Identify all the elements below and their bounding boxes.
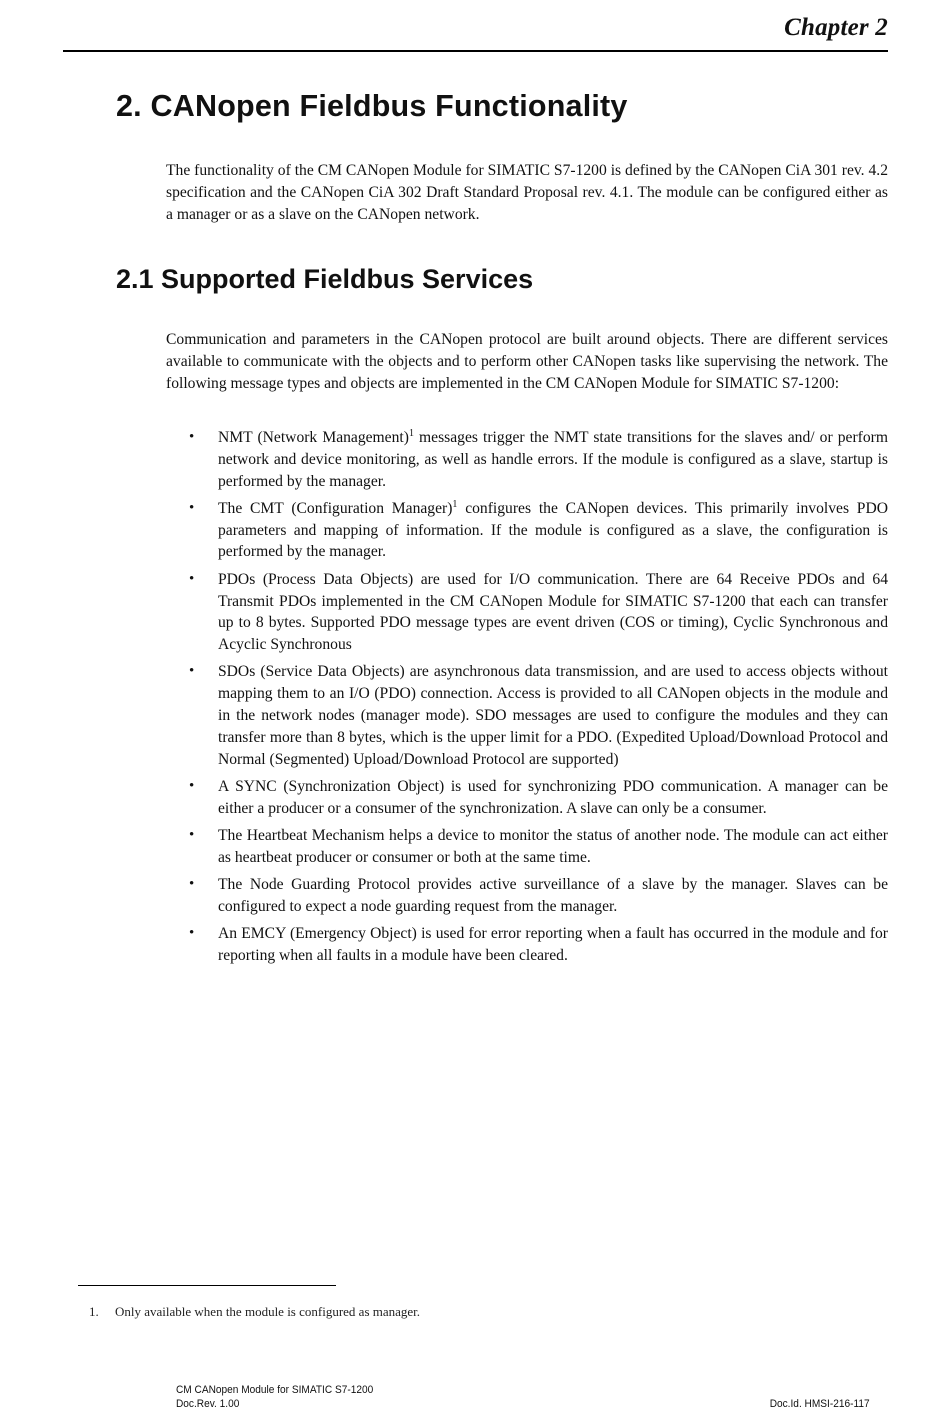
list-item-text-cont: messages trigger the NMT state transitions for the slaves and/ or perform network and device monitoring, as well as handle errors. If the module is configured as a slave, startup is performed by the manager. [218,429,888,490]
footnote [89,1304,420,1320]
list-item [166,923,888,967]
list-item-text: A SYNC (Synchronization Object) is used for synchronizing PDO communication. A manager can be either a producer or a consumer of the synchronization. A slave can only be a consumer. [218,777,888,817]
subsection-intro-paragraph: Communication and parameters in the CANopen protocol are built around objects. There are different services available to communicate with the objects and to perform other CANopen tasks like supervising the network. The following message types and objects are implemented in the CM CANopen Module for SIMATIC S7-1200: [166,331,888,392]
footer-product-info [176,1383,373,1411]
list-item-text: The Heartbeat Mechanism helps a device to monitor the status of another node. The module can act either as heartbeat producer or consumer or both at the same time. [218,827,888,866]
footnote-text: Only available when the module is configured as manager. [115,1304,421,1319]
list-item-text: NMT (Network Management) [218,429,409,446]
footnote-divider [78,1285,336,1286]
list-item-text: PDOs (Process Data Objects) are used for I/O communication. There are 64 Receive PDOs and 64 Transmit PDOs implemented in the CM CANopen Module for SIMATIC S7-1200 that each can transfer up to 8 bytes. Supported PDO message types are event driven (COS or timing), Cyclic Synchronous and Acyclic Synchronous [218,570,888,654]
footnote-reference[interactable]: 1 [408,428,414,439]
services-list [166,427,888,972]
header-divider [63,50,888,52]
footnote-number: 1. [89,1304,99,1319]
list-item-text-cont: configures the CANopen devices. This primarily involves PDO parameters and mapping of information. If the module is configured as a slave, the configuration is performed by the manager. [218,499,888,561]
list-item [166,427,888,492]
bullet-icon: • [189,429,195,445]
bullet-icon: • [189,876,195,893]
footer-doc-id: Doc.Id. HMSI-216-117 [770,1398,870,1410]
bullet-icon: • [189,777,195,794]
section-intro-paragraph: The functionality of the CM CANopen Module for SIMATIC S7-1200 is defined by the CANopen CiA 301 rev. 4.2 specification and the CANopen CiA 302 Draft Standard Proposal rev. 4.1. The module can be configured either as a manager or as a slave on the CANopen network. [166,162,888,223]
list-item [166,569,888,656]
list-item [166,825,888,869]
list-item-text: The CMT (Configuration Manager) [218,499,453,517]
bullet-icon: • [189,499,195,516]
bullet-icon: • [189,827,195,844]
footnote-reference[interactable]: 1 [452,498,458,510]
bullet-icon: • [189,570,195,587]
list-item-text: SDOs (Service Data Objects) are asynchronous data transmission, and are used to access objects without mapping them to an I/O (PDO) connection. Access is provided to all CANopen objects in the module and in the network nodes (manager mode). SDO messages are used to configure the modules and they can transfer more than 8 bytes, which is the upper limit for a PDO. (Expedited Upload/Download Protocol and Normal (Segmented) Upload/Download Protocol are supported) [218,663,888,768]
section-title: 2. CANopen Fieldbus Functionality [116,89,628,123]
list-item [166,661,888,770]
list-item-text: An EMCY (Emergency Object) is used for error reporting when a fault has occurred in the module and for reporting when all faults in a module have been cleared. [218,925,888,965]
chapter-label: Chapter 2 [784,14,888,41]
subsection-title: 2.1 Supported Fieldbus Services [116,264,534,294]
bullet-icon: • [189,925,195,942]
list-item [166,776,888,820]
bullet-icon: • [189,663,195,680]
list-item-text: The Node Guarding Protocol provides active surveillance of a slave by the manager. Slaves can be configured to expect a node guarding request from the manager. [218,876,888,915]
footer-product-name: CM CANopen Module for SIMATIC S7-1200 [176,1384,374,1396]
list-item [166,498,888,563]
list-item [166,874,888,918]
footer-revision: Doc.Rev. 1.00 [176,1398,240,1410]
